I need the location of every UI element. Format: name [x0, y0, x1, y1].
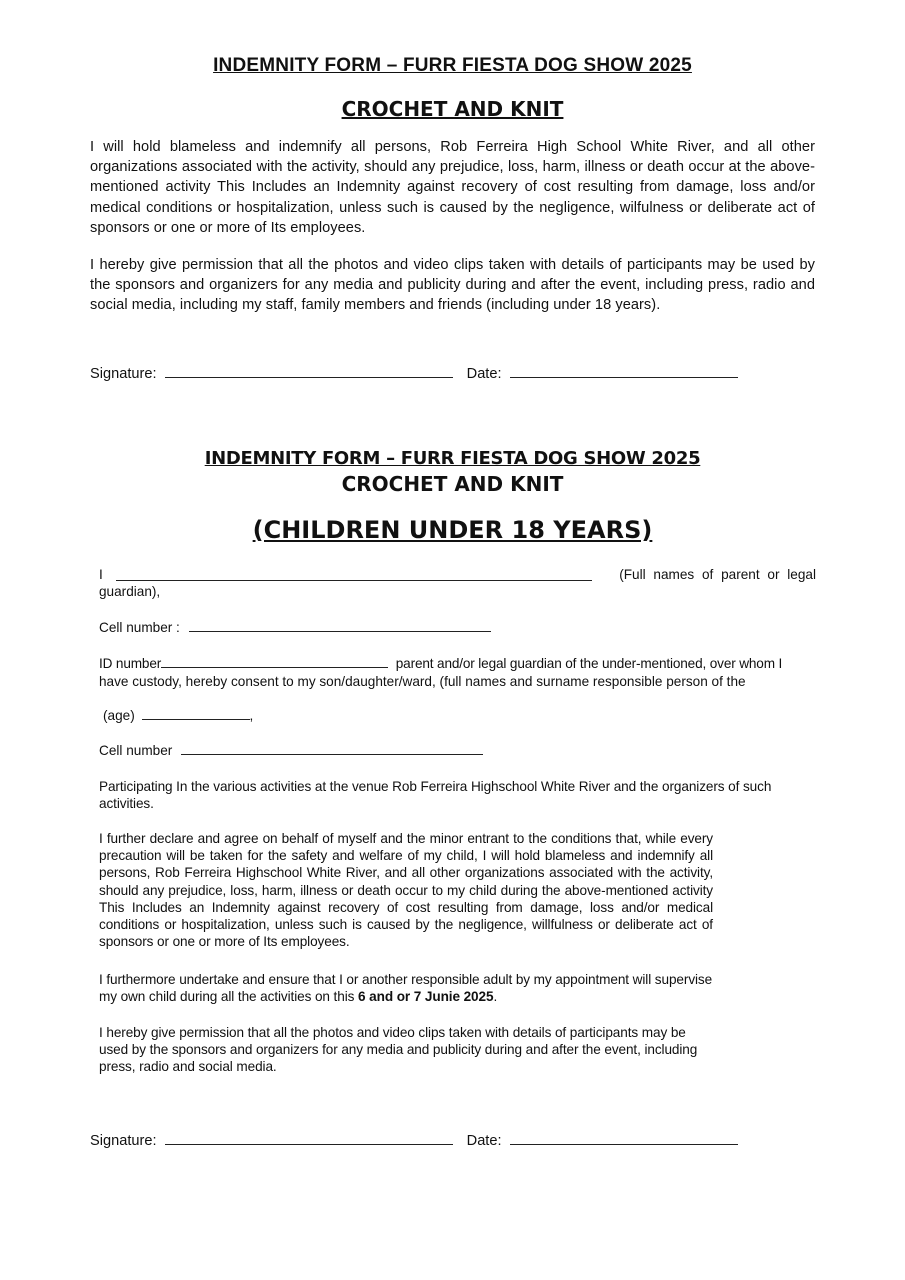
form1-indemnity-paragraph: I will hold blameless and indemnify all persons, Rob Ferreira High School White River, and all other organizations associated with the activity, should any prejudice, loss, harm, illness or death occur at the above-mentioned activity This Includes an Indemnity against recovery of cost resulting from damage, loss and/or medical conditions or hospitalization, unless such is caused by the negligence, wilfulness or deliberate act of sponsors or one or more of Its employees. — [90, 139, 815, 236]
form2-title: INDEMNITY FORM – FURR FIESTA DOG SHOW 2025 — [204, 448, 701, 469]
children-heading: (CHILDREN UNDER 18 YEARS) — [252, 516, 653, 544]
cell-row-2 — [99, 743, 483, 758]
id-number-line[interactable] — [161, 667, 388, 668]
i-label: I — [99, 567, 103, 582]
date-label: Date: — [466, 366, 502, 382]
guardian-note: (Full names of parent or legal — [619, 567, 816, 582]
age-line[interactable] — [142, 719, 250, 720]
cell-row-1 — [99, 620, 491, 635]
participating-paragraph: Participating In the various activities at the venue Rob Ferreira Highschool White River and the organizers of such activities. — [99, 779, 772, 812]
form1-subtitle: CROCHET AND KNIT — [341, 97, 564, 121]
event-dates: 6 and or 7 Junie 2025 — [358, 989, 494, 1005]
event-dates-period: . — [493, 989, 498, 1005]
form2-permission-paragraph: I hereby give permission that all the photos and video clips taken with details of participants may be used by the sponsors and organizers for any media and publicity during and after the event, including press, radio and social media. — [99, 1025, 698, 1075]
age-comma: , — [249, 708, 254, 723]
id-row — [99, 655, 816, 691]
signature-label: Signature: — [90, 1133, 157, 1149]
undertake-text: I furthermore undertake and ensure that I or another responsible adult by my appointment will supervise my own child during all the activities on this — [99, 972, 713, 1005]
signature-label: Signature: — [90, 366, 157, 382]
custody-text: have custody, hereby consent to my son/daughter/ward, (full names and surname responsible person of the — [99, 674, 746, 689]
form1-signature-row — [90, 366, 738, 382]
signature-line[interactable] — [165, 377, 453, 378]
date-label: Date: — [466, 1133, 502, 1149]
guardian-row — [99, 566, 816, 600]
declare-paragraph: I further declare and agree on behalf of myself and the minor entrant to the conditions that, while every precaution will be taken for the safety and welfare of my child, I will hold blameless and indemnify all persons, Rob Ferreira Highschool White River, and all other organizations associated with the activity, should any prejudice, loss, harm, illness or death occur to my child during the above-mentioned activity This Includes an Indemnity against recovery of cost resulting from damage, loss and/or medical conditions or hospitalization, unless such is caused by the negligence, willfulness or deliberate act of sponsors or one or more of Its employees. — [99, 831, 713, 950]
undertake-paragraph — [99, 971, 723, 1005]
date-line[interactable] — [510, 1144, 738, 1145]
age-label: (age) — [103, 708, 135, 723]
guardian-note-cont: guardian), — [99, 584, 161, 599]
age-row — [103, 708, 253, 723]
form1-permission-paragraph: I hereby give permission that all the photos and video clips taken with details of participants may be used by the sponsors and organizers for any media and publicity during and after the event, including press, radio and social media, including my staff, family members and friends (including under 18 years). — [90, 257, 815, 314]
cell-number-line[interactable] — [181, 754, 483, 755]
cell-label: Cell number : — [99, 620, 180, 635]
form1-title: INDEMNITY FORM – FURR FIESTA DOG SHOW 2025 — [213, 55, 692, 76]
signature-line[interactable] — [165, 1144, 453, 1145]
id-text: parent and/or legal guardian of the under-mentioned, over whom I — [395, 656, 783, 671]
cell-number-line[interactable] — [189, 631, 491, 632]
form2-signature-row — [90, 1133, 738, 1149]
form2-subtitle: CROCHET AND KNIT — [341, 472, 564, 496]
guardian-name-line[interactable] — [116, 580, 592, 581]
cell-label: Cell number — [99, 743, 173, 758]
id-label: ID number — [99, 656, 162, 671]
date-line[interactable] — [510, 377, 738, 378]
